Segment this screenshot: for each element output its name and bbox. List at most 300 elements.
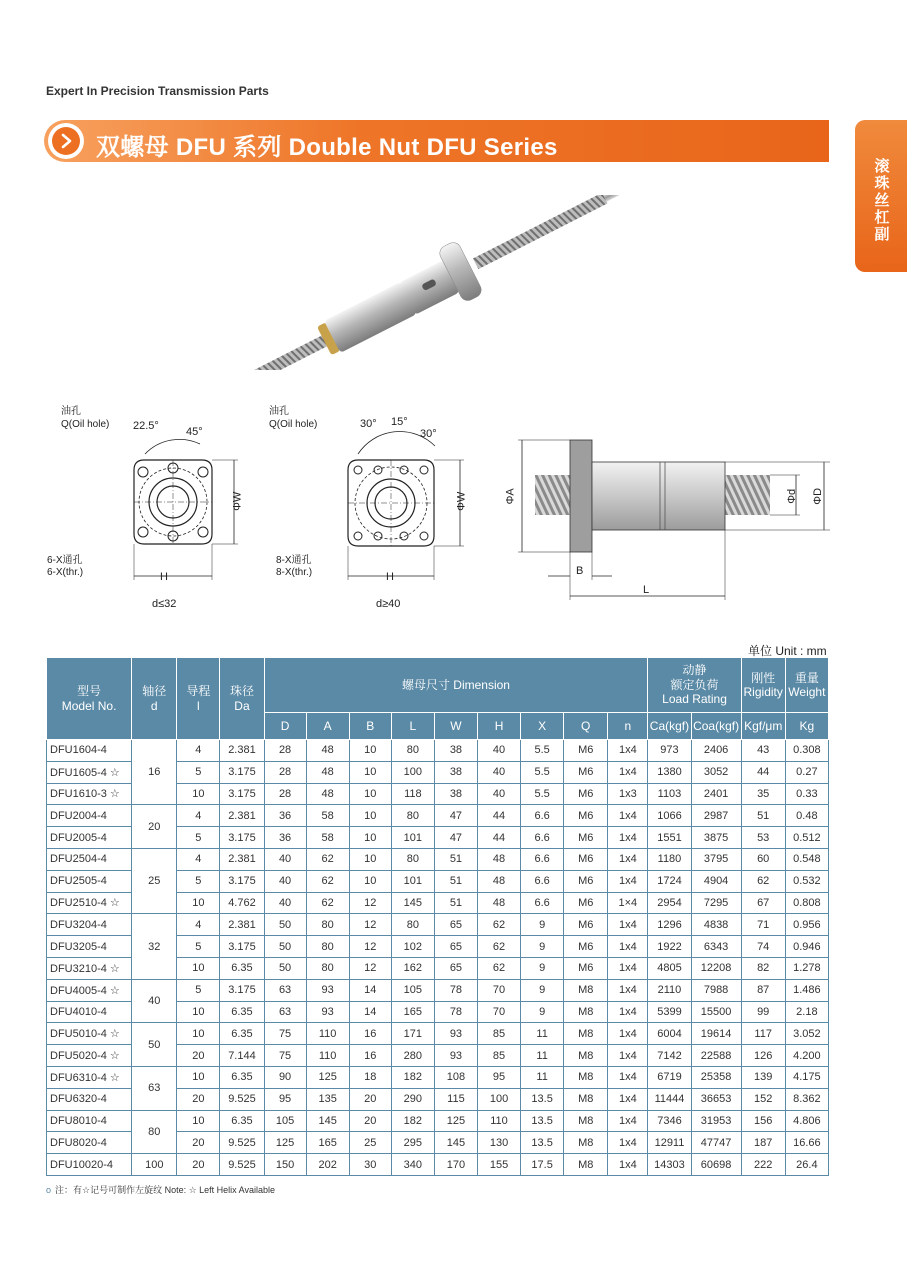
table-cell: 4.762: [220, 892, 264, 914]
subheader-cell: X: [521, 713, 564, 740]
table-cell: 1x4: [608, 848, 648, 870]
table-cell: 93: [306, 979, 349, 1001]
table-row: [47, 805, 829, 827]
table-cell: 10: [349, 870, 391, 892]
table-cell: 1.486: [785, 979, 828, 1001]
table-cell: M6: [564, 740, 608, 762]
table-cell: 5: [177, 979, 220, 1001]
page-title: 双螺母 DFU 系列 Double Nut DFU Series: [96, 134, 558, 161]
shaft-diameter-cell: 16: [132, 740, 177, 805]
table-cell: 20: [177, 1045, 220, 1067]
table-cell: 28: [264, 783, 306, 805]
table-cell: 10: [177, 1023, 220, 1045]
table-cell: 16: [349, 1023, 391, 1045]
table-cell: 10: [177, 892, 220, 914]
table-cell: 40: [477, 761, 520, 783]
table-cell: 0.956: [785, 914, 828, 936]
angle-label: 30°: [420, 428, 437, 440]
table-cell: 30: [349, 1154, 391, 1176]
table-cell: 62: [477, 957, 520, 979]
subheader-cell: Kg: [785, 713, 828, 740]
angle-label: 45°: [186, 426, 203, 438]
oil-hole-label-en: Q(Oil hole): [61, 419, 110, 430]
table-cell: 6.6: [521, 870, 564, 892]
shaft-diameter-cell: 100: [132, 1154, 177, 1176]
table-cell: M8: [564, 1001, 608, 1023]
table-cell: 2406: [691, 740, 741, 762]
table-cell: 48: [477, 892, 520, 914]
table-cell: 973: [648, 740, 691, 762]
table-cell: M6: [564, 848, 608, 870]
table-cell: 80: [391, 805, 434, 827]
table-cell: 70: [477, 979, 520, 1001]
table-cell: 36653: [691, 1088, 741, 1110]
table-cell: 11444: [648, 1088, 691, 1110]
model-cell: DFU1610-3 ☆: [47, 783, 132, 805]
table-cell: 3052: [691, 761, 741, 783]
table-row: [47, 1066, 829, 1088]
table-cell: 5: [177, 761, 220, 783]
table-row: [47, 979, 829, 1001]
table-cell: 0.808: [785, 892, 828, 914]
table-cell: M8: [564, 1132, 608, 1154]
table-row: [47, 848, 829, 870]
table-cell: 38: [434, 740, 477, 762]
table-cell: 6004: [648, 1023, 691, 1045]
table-cell: 1x4: [608, 1023, 648, 1045]
model-cell: DFU5020-4 ☆: [47, 1045, 132, 1067]
table-cell: 58: [306, 805, 349, 827]
dimension-d-large-label: ΦD: [812, 487, 825, 505]
table-cell: 20: [349, 1110, 391, 1132]
table-cell: 7988: [691, 979, 741, 1001]
table-cell: 15500: [691, 1001, 741, 1023]
table-cell: 36: [264, 827, 306, 849]
table-cell: 93: [306, 1001, 349, 1023]
table-cell: 3.175: [220, 827, 264, 849]
table-cell: 10: [349, 783, 391, 805]
table-cell: 50: [264, 957, 306, 979]
table-cell: 14303: [648, 1154, 691, 1176]
table-cell: 4: [177, 805, 220, 827]
table-cell: 75: [264, 1023, 306, 1045]
table-row: [47, 1110, 829, 1132]
table-cell: 1.278: [785, 957, 828, 979]
model-cell: DFU3205-4: [47, 936, 132, 958]
subheader-cell: n: [608, 713, 648, 740]
model-cell: DFU2005-4: [47, 827, 132, 849]
table-cell: 1380: [648, 761, 691, 783]
table-cell: 0.308: [785, 740, 828, 762]
oil-hole-label-cn: 油孔: [269, 406, 289, 417]
angle-label: 15°: [391, 416, 408, 428]
table-cell: 2.381: [220, 848, 264, 870]
dimension-l-label: L: [643, 584, 650, 596]
table-cell: 38: [434, 783, 477, 805]
angle-label: 22.5°: [133, 420, 159, 432]
table-cell: 60698: [691, 1154, 741, 1176]
table-cell: 5399: [648, 1001, 691, 1023]
table-cell: 6.35: [220, 1023, 264, 1045]
table-cell: 0.27: [785, 761, 828, 783]
table-cell: 2401: [691, 783, 741, 805]
model-cell: DFU8010-4: [47, 1110, 132, 1132]
table-cell: 1x4: [608, 1110, 648, 1132]
table-cell: 1x4: [608, 870, 648, 892]
table-cell: 0.532: [785, 870, 828, 892]
dimension-w-label: ΦW: [231, 491, 244, 511]
oil-hole-label-en: Q(Oil hole): [269, 419, 318, 430]
subheader-cell: A: [306, 713, 349, 740]
table-cell: 80: [306, 936, 349, 958]
model-cell: DFU6310-4 ☆: [47, 1066, 132, 1088]
table-cell: 340: [391, 1154, 434, 1176]
table-cell: 1551: [648, 827, 691, 849]
table-cell: 105: [264, 1110, 306, 1132]
table-cell: M8: [564, 1023, 608, 1045]
table-cell: 1x4: [608, 805, 648, 827]
table-cell: 47747: [691, 1132, 741, 1154]
table-cell: 135: [306, 1088, 349, 1110]
table-cell: 62: [306, 870, 349, 892]
side-category-tab: [855, 120, 907, 272]
table-cell: 10: [177, 1066, 220, 1088]
header-load: 动静 额定负荷 Load Rating: [648, 658, 741, 713]
table-cell: 280: [391, 1045, 434, 1067]
table-cell: 44: [477, 805, 520, 827]
subheader-cell: L: [391, 713, 434, 740]
table-cell: 51: [434, 870, 477, 892]
shaft-diameter-cell: 25: [132, 848, 177, 913]
table-cell: 2987: [691, 805, 741, 827]
table-cell: 130: [477, 1132, 520, 1154]
table-cell: 4: [177, 848, 220, 870]
table-cell: 65: [434, 957, 477, 979]
table-cell: 6719: [648, 1066, 691, 1088]
table-row: [47, 914, 829, 936]
table-cell: 9.525: [220, 1088, 264, 1110]
table-cell: 1x4: [608, 1154, 648, 1176]
table-cell: 38: [434, 761, 477, 783]
table-cell: 3795: [691, 848, 741, 870]
table-cell: 16: [349, 1045, 391, 1067]
table-cell: 295: [391, 1132, 434, 1154]
table-cell: 9: [521, 936, 564, 958]
table-cell: 65: [434, 936, 477, 958]
table-cell: 20: [349, 1088, 391, 1110]
table-row: [47, 740, 829, 762]
table-cell: 60: [741, 848, 785, 870]
table-cell: 28: [264, 761, 306, 783]
table-cell: M6: [564, 761, 608, 783]
table-cell: 31953: [691, 1110, 741, 1132]
table-cell: 48: [477, 848, 520, 870]
table-cell: 150: [264, 1154, 306, 1176]
table-cell: M6: [564, 914, 608, 936]
shaft-diameter-cell: 32: [132, 914, 177, 979]
table-cell: 187: [741, 1132, 785, 1154]
table-cell: 7346: [648, 1110, 691, 1132]
table-cell: 2954: [648, 892, 691, 914]
table-cell: 20: [177, 1132, 220, 1154]
table-cell: 10: [177, 957, 220, 979]
table-cell: 4805: [648, 957, 691, 979]
table-cell: 12: [349, 957, 391, 979]
table-cell: M8: [564, 1066, 608, 1088]
table-cell: 12911: [648, 1132, 691, 1154]
table-cell: 67: [741, 892, 785, 914]
table-cell: 17.5: [521, 1154, 564, 1176]
subheader-cell: Ca(kgf): [648, 713, 691, 740]
table-cell: 80: [306, 914, 349, 936]
table-cell: 1x3: [608, 783, 648, 805]
table-cell: 70: [477, 1001, 520, 1023]
table-cell: 58: [306, 827, 349, 849]
subheader-cell: H: [477, 713, 520, 740]
table-cell: 48: [306, 761, 349, 783]
table-cell: 222: [741, 1154, 785, 1176]
table-cell: 82: [741, 957, 785, 979]
table-cell: 12: [349, 892, 391, 914]
table-cell: 20: [177, 1154, 220, 1176]
table-cell: 1066: [648, 805, 691, 827]
table-cell: 40: [264, 870, 306, 892]
subheader-cell: Kgf/μm: [741, 713, 785, 740]
model-cell: DFU8020-4: [47, 1132, 132, 1154]
model-cell: DFU2504-4: [47, 848, 132, 870]
table-cell: 5.5: [521, 761, 564, 783]
table-cell: 53: [741, 827, 785, 849]
shaft-diameter-cell: 80: [132, 1110, 177, 1154]
table-cell: M8: [564, 1110, 608, 1132]
header-ball: 珠径 Da: [220, 658, 264, 740]
table-cell: 182: [391, 1110, 434, 1132]
table-cell: 4: [177, 740, 220, 762]
table-cell: 4838: [691, 914, 741, 936]
table-cell: 99: [741, 1001, 785, 1023]
table-cell: 11: [521, 1045, 564, 1067]
table-cell: 6.35: [220, 957, 264, 979]
table-cell: 22588: [691, 1045, 741, 1067]
table-cell: 13.5: [521, 1132, 564, 1154]
table-cell: 80: [306, 957, 349, 979]
table-cell: 145: [434, 1132, 477, 1154]
table-cell: 93: [434, 1023, 477, 1045]
subheader-cell: Coa(kgf): [691, 713, 741, 740]
shaft-diameter-cell: 40: [132, 979, 177, 1023]
table-cell: 10: [177, 783, 220, 805]
table-cell: 1x4: [608, 761, 648, 783]
table-cell: M6: [564, 783, 608, 805]
table-cell: 4.806: [785, 1110, 828, 1132]
table-cell: 48: [306, 740, 349, 762]
model-cell: DFU6320-4: [47, 1088, 132, 1110]
tagline: Expert In Precision Transmission Parts: [46, 84, 269, 98]
table-cell: 2.381: [220, 740, 264, 762]
table-cell: 9.525: [220, 1132, 264, 1154]
table-cell: 12: [349, 914, 391, 936]
table-cell: 50: [264, 914, 306, 936]
table-cell: 6.6: [521, 805, 564, 827]
holes-label-en: 6-X(thr.): [47, 567, 84, 578]
table-cell: 4.200: [785, 1045, 828, 1067]
table-cell: 19614: [691, 1023, 741, 1045]
table-cell: 14: [349, 979, 391, 1001]
table-cell: 10: [349, 848, 391, 870]
table-cell: 1x4: [608, 936, 648, 958]
table-cell: 117: [741, 1023, 785, 1045]
table-cell: 51: [434, 848, 477, 870]
table-cell: 2.381: [220, 805, 264, 827]
table-cell: 290: [391, 1088, 434, 1110]
table-cell: 6.6: [521, 827, 564, 849]
table-cell: 6.35: [220, 1110, 264, 1132]
table-cell: 2.18: [785, 1001, 828, 1023]
table-cell: 101: [391, 870, 434, 892]
table-cell: 6.6: [521, 892, 564, 914]
model-cell: DFU3210-4 ☆: [47, 957, 132, 979]
table-cell: 9: [521, 914, 564, 936]
table-cell: 7142: [648, 1045, 691, 1067]
table-cell: 6343: [691, 936, 741, 958]
table-cell: 1x4: [608, 1045, 648, 1067]
table-cell: 126: [741, 1045, 785, 1067]
table-cell: 0.548: [785, 848, 828, 870]
table-cell: 10: [177, 1001, 220, 1023]
table-cell: 95: [477, 1066, 520, 1088]
angle-label: 30°: [360, 418, 377, 430]
table-cell: 47: [434, 827, 477, 849]
model-cell: DFU5010-4 ☆: [47, 1023, 132, 1045]
table-cell: 9: [521, 1001, 564, 1023]
table-cell: 101: [391, 827, 434, 849]
table-row: [47, 1154, 829, 1176]
table-cell: 20: [177, 1088, 220, 1110]
table-cell: 9: [521, 979, 564, 1001]
model-cell: DFU2505-4: [47, 870, 132, 892]
table-cell: 48: [477, 870, 520, 892]
table-cell: 5.5: [521, 783, 564, 805]
table-cell: 80: [391, 914, 434, 936]
header-rigidity: 刚性 Rigidity: [741, 658, 785, 713]
table-cell: 25: [349, 1132, 391, 1154]
oil-hole-label-cn: 油孔: [61, 406, 81, 417]
drawing-caption: d≥40: [376, 598, 401, 610]
table-cell: 63: [264, 1001, 306, 1023]
table-cell: 171: [391, 1023, 434, 1045]
table-cell: 165: [306, 1132, 349, 1154]
model-cell: DFU4005-4 ☆: [47, 979, 132, 1001]
table-cell: 74: [741, 936, 785, 958]
dimension-h-label: H: [386, 571, 394, 583]
table-cell: 155: [477, 1154, 520, 1176]
table-cell: 1x4: [608, 1066, 648, 1088]
table-cell: 43: [741, 740, 785, 762]
table-cell: 5: [177, 827, 220, 849]
table-cell: 85: [477, 1045, 520, 1067]
table-cell: M8: [564, 1154, 608, 1176]
table-cell: 5: [177, 870, 220, 892]
table-cell: 44: [477, 827, 520, 849]
table-cell: 170: [434, 1154, 477, 1176]
table-cell: 1724: [648, 870, 691, 892]
table-cell: 62: [477, 936, 520, 958]
table-cell: 4904: [691, 870, 741, 892]
subheader-cell: D: [264, 713, 306, 740]
shaft-diameter-cell: 50: [132, 1023, 177, 1067]
table-cell: 25358: [691, 1066, 741, 1088]
table-cell: M6: [564, 892, 608, 914]
table-cell: 44: [741, 761, 785, 783]
table-cell: M8: [564, 1045, 608, 1067]
table-cell: 10: [349, 805, 391, 827]
table-cell: 110: [477, 1110, 520, 1132]
table-cell: 165: [391, 1001, 434, 1023]
table-cell: M8: [564, 979, 608, 1001]
table-cell: 80: [391, 740, 434, 762]
table-cell: 152: [741, 1088, 785, 1110]
table-cell: 36: [264, 805, 306, 827]
table-cell: 10: [349, 740, 391, 762]
table-cell: 1296: [648, 914, 691, 936]
table-cell: 1x4: [608, 914, 648, 936]
table-cell: 13.5: [521, 1110, 564, 1132]
table-cell: 14: [349, 1001, 391, 1023]
table-cell: 50: [264, 936, 306, 958]
holes-label-cn: 6-X通孔: [47, 555, 83, 566]
table-cell: 80: [391, 848, 434, 870]
table-cell: M6: [564, 870, 608, 892]
header-model: 型号 Model No.: [47, 658, 132, 740]
shaft-diameter-cell: 20: [132, 805, 177, 849]
table-cell: 125: [264, 1132, 306, 1154]
header-dimension: 螺母尺寸 Dimension: [264, 658, 648, 713]
table-cell: 63: [264, 979, 306, 1001]
table-cell: 62: [306, 892, 349, 914]
table-cell: 0.946: [785, 936, 828, 958]
table-cell: 0.48: [785, 805, 828, 827]
table-cell: 6.6: [521, 848, 564, 870]
table-cell: 85: [477, 1023, 520, 1045]
holes-label-cn: 8-X通孔: [276, 555, 312, 566]
model-cell: DFU1605-4 ☆: [47, 761, 132, 783]
table-cell: 115: [434, 1088, 477, 1110]
table-cell: M6: [564, 805, 608, 827]
model-cell: DFU2510-4 ☆: [47, 892, 132, 914]
table-cell: 100: [391, 761, 434, 783]
table-cell: 13.5: [521, 1088, 564, 1110]
header-shaft: 轴径 d: [132, 658, 177, 740]
table-cell: 62: [741, 870, 785, 892]
table-cell: 26.4: [785, 1154, 828, 1176]
table-cell: 95: [264, 1088, 306, 1110]
table-cell: 8.362: [785, 1088, 828, 1110]
table-cell: 6.35: [220, 1001, 264, 1023]
table-cell: 71: [741, 914, 785, 936]
table-cell: 7.144: [220, 1045, 264, 1067]
table-cell: 1x4: [608, 957, 648, 979]
model-cell: DFU4010-4: [47, 1001, 132, 1023]
subheader-cell: B: [349, 713, 391, 740]
flange-drawing-small: [120, 430, 250, 600]
table-cell: 10: [349, 827, 391, 849]
table-cell: 100: [477, 1088, 520, 1110]
table-cell: 3.175: [220, 979, 264, 1001]
arrow-circle-icon: [48, 123, 84, 159]
subheader-cell: Q: [564, 713, 608, 740]
table-cell: 28: [264, 740, 306, 762]
table-cell: M6: [564, 936, 608, 958]
